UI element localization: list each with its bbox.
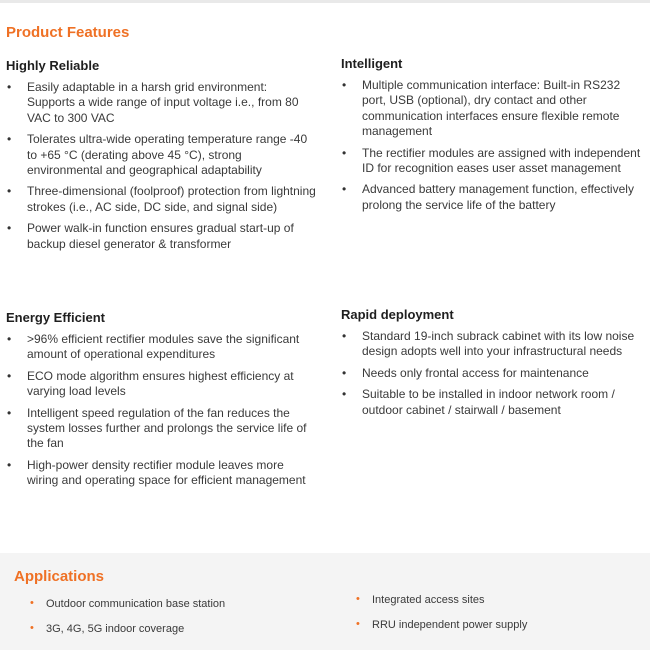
feature-list bbox=[6, 332, 316, 489]
section-heading: Highly Reliable bbox=[6, 58, 100, 73]
list-item: • Tolerates ultra-wide operating temperature range -40 to +65 °C (derating above 45 °C), strong environmental and geographical adaptability bbox=[6, 132, 316, 178]
list-item: • Easily adaptable in a harsh grid environment: Supports a wide range of input voltage i.e., from 80 VAC to 300 VAC bbox=[6, 80, 316, 126]
list-item: • The rectifier modules are assigned with independent ID for recognition eases user asset management bbox=[341, 146, 641, 177]
list-item: • ECO mode algorithm ensures highest efficiency at varying load levels bbox=[6, 369, 316, 400]
applications-panel bbox=[0, 553, 650, 650]
list-item: • Intelligent speed regulation of the fan reduces the system losses further and prolongs the service life of the fan bbox=[6, 406, 316, 452]
section-intelligent bbox=[341, 56, 641, 219]
application-item: RRU independent power supply bbox=[372, 619, 528, 631]
list-item: • >96% efficient rectifier modules save the significant amount of operational expenditures bbox=[6, 332, 316, 363]
page-title: Product Features bbox=[6, 24, 130, 41]
list-item: • Power walk-in function ensures gradual start-up of backup diesel generator & transformer bbox=[6, 221, 316, 252]
application-item: Integrated access sites bbox=[372, 594, 485, 606]
section-heading: Rapid deployment bbox=[341, 307, 454, 322]
application-item: Outdoor communication base station bbox=[46, 598, 226, 610]
bullet-icon: • bbox=[356, 593, 360, 605]
bullet-icon: • bbox=[30, 622, 34, 634]
list-item: • Suitable to be installed in indoor network room / outdoor cabinet / stairwall / basement bbox=[341, 387, 641, 418]
feature-list bbox=[6, 80, 316, 252]
application-item: 3G, 4G, 5G indoor coverage bbox=[46, 623, 185, 635]
bullet-icon: • bbox=[30, 597, 34, 609]
top-divider bbox=[0, 0, 650, 3]
section-heading: Intelligent bbox=[341, 56, 403, 71]
list-item: • Multiple communication interface: Built-in RS232 port, USB (optional), dry contact and other communication interfaces ensure flexible remote management bbox=[341, 78, 641, 140]
list-item: • Standard 19-inch subrack cabinet with its low noise design adopts well into your infrastructural needs bbox=[341, 329, 641, 360]
list-item: • Three-dimensional (foolproof) protection from lightning strokes (i.e., AC side, DC side, and signal side) bbox=[6, 184, 316, 215]
list-item: • Needs only frontal access for maintenance bbox=[341, 366, 641, 381]
section-energy-efficient bbox=[6, 310, 316, 495]
feature-list bbox=[341, 78, 641, 213]
section-highly-reliable bbox=[6, 58, 316, 258]
section-rapid-deployment bbox=[341, 307, 641, 424]
list-item: • Advanced battery management function, effectively prolong the service life of the battery bbox=[341, 182, 641, 213]
applications-title: Applications bbox=[14, 568, 105, 585]
section-heading: Energy Efficient bbox=[6, 310, 105, 325]
bullet-icon: • bbox=[356, 618, 360, 630]
list-item: • High-power density rectifier module leaves more wiring and operating space for efficient management bbox=[6, 458, 316, 489]
feature-list bbox=[341, 329, 641, 418]
